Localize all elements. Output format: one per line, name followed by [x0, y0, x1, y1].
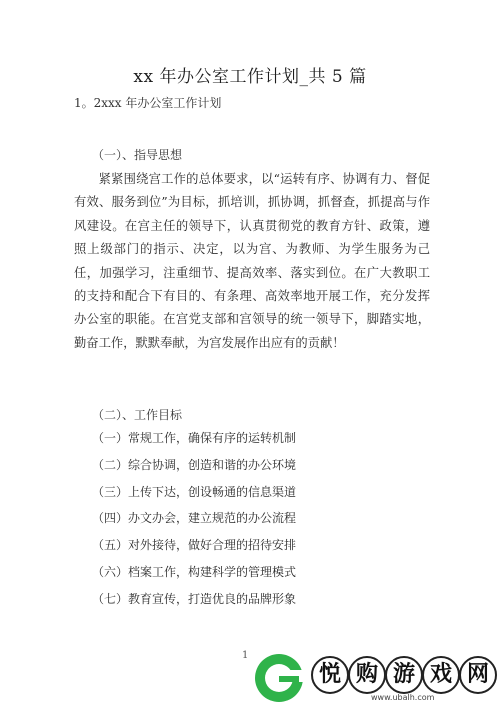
goal-item: （五）对外接待，做好合理的招待安排: [92, 538, 297, 553]
watermark-url: www.ubalh.com: [371, 693, 435, 702]
section-heading-work-goals: （二）、工作目标: [92, 408, 183, 422]
section-body-guiding-ideology: 紧紧围绕宫工作的总体要求，以“运转有序、协调有力、督促有效、服务到位”为目标，抓培训，抓协调，抓督查，抓提高与作风建设。在宫主任的领导下，认真贯彻党的教育方针、政策，遵照上级部门的指示、决定，以为宫、为教师、为学生服务为己任，加强学习，注重细节、提高效率、落实到位。在广大教职工的支持和配合下有目的、有条理、高效率地开展工作，充分发挥办公室的职能。在宫党支部和宫领导的统一领导下，脚踏实地，勤奋工作，默默奉献，为宫发展作出应有的贡献！: [74, 172, 430, 350]
goal-item: （一）常规工作，确保有序的运转机制: [92, 431, 297, 445]
goal-item: （二）综合协调，创造和谐的办公环境: [92, 457, 297, 472]
g-swoosh-icon: [255, 654, 303, 702]
page-number: 1: [242, 650, 249, 661]
document-subtitle: 1。2xxx 年办公室工作计划: [74, 96, 222, 110]
watermark-char: 悦: [311, 656, 349, 694]
watermark-char: 网: [459, 656, 497, 694]
watermark-char: 戏: [422, 656, 460, 694]
goal-item: （四）办文办会，建立规范的办公流程: [92, 511, 297, 526]
goal-list: [92, 431, 296, 619]
watermark-char: 游: [385, 656, 423, 694]
section-heading-guiding-ideology: （一）、指导思想: [92, 148, 183, 162]
watermark-char: 购: [348, 656, 386, 694]
goal-item: （七）教育宣传，打造优良的品牌形象: [92, 591, 297, 606]
goal-item: （六）档案工作，构建科学的管理模式: [92, 564, 297, 579]
document-title: xx 年办公室工作计划_共 5 篇: [133, 67, 367, 87]
watermark-logo: [255, 652, 500, 708]
goal-item: （三）上传下达，创设畅通的信息渠道: [92, 484, 297, 499]
